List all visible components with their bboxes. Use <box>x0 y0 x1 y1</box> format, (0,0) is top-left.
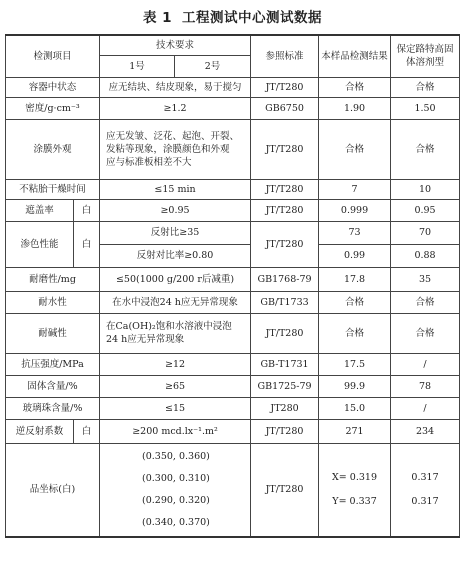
result-cell: 0.999 <box>319 199 391 221</box>
standard-cell: JT/T280 <box>251 419 319 443</box>
reference-cell: 合格 <box>391 77 460 97</box>
result-x: X= 0.319 <box>332 471 377 483</box>
table-row <box>6 291 460 313</box>
table-number: 表 1 <box>142 10 173 26</box>
standard-cell: JT/T280 <box>251 443 319 537</box>
reference-cell: 70 <box>391 221 460 244</box>
header-tech-req: 技术要求 <box>100 35 251 55</box>
table-row <box>6 179 460 199</box>
subitem-cell: 白 <box>74 419 100 443</box>
result-cell: 合格 <box>319 119 391 179</box>
result-cell: 73 <box>319 221 391 244</box>
reference-cell: 78 <box>391 375 460 397</box>
standard-cell: JT/T280 <box>251 119 319 179</box>
reference-x: 0.317 <box>411 471 439 483</box>
standard-cell: GB1725-79 <box>251 375 319 397</box>
requirement-line: 应与标准板相差不大 <box>106 156 192 168</box>
table-row <box>6 267 460 291</box>
item-cell: 品坐标(白) <box>6 443 100 537</box>
table-title: 工程测试中心测试数据 <box>182 10 323 26</box>
requirement-line: 应无发皱、泛花、起泡、开裂、 <box>106 130 240 142</box>
header-row <box>6 35 460 55</box>
requirement-line: 24 h应无异常现象 <box>106 334 185 345</box>
header-no2: 2号 <box>175 55 251 77</box>
requirement-cell: ≥200 mcd.lx⁻¹.m² <box>100 419 251 443</box>
table-row <box>6 221 460 244</box>
requirement-cell: 应无结块、结皮现象，易于搅匀 <box>100 77 251 97</box>
standard-cell: JT/T280 <box>251 179 319 199</box>
table-row <box>6 375 460 397</box>
requirement-cell: 反射比≥35 <box>100 221 251 244</box>
reference-cell: 合格 <box>391 291 460 313</box>
requirement-cell: ≤50(1000 g/200 r后减重) <box>100 267 251 291</box>
reference-cell: 1.50 <box>391 97 460 119</box>
coordinate-cell <box>100 443 251 537</box>
result-cell: 15.0 <box>319 397 391 419</box>
coordinate-point: (0.350, 0.360) <box>142 450 210 462</box>
table-row <box>6 419 460 443</box>
subitem-cell: 白 <box>74 199 100 221</box>
table-row <box>6 443 460 537</box>
result-cell: 99.9 <box>319 375 391 397</box>
item-cell: 密度/g·cm⁻³ <box>6 97 100 119</box>
requirement-cell: ≥65 <box>100 375 251 397</box>
table-row <box>6 397 460 419</box>
coordinate-point: (0.340, 0.370) <box>142 516 210 528</box>
result-cell: 0.99 <box>319 244 391 267</box>
header-item: 检测项目 <box>6 35 100 77</box>
result-cell: 合格 <box>319 291 391 313</box>
standard-cell: JT/T280 <box>251 199 319 221</box>
item-cell: 耐水性 <box>6 291 100 313</box>
reference-cell: 35 <box>391 267 460 291</box>
table-row <box>6 199 460 221</box>
reference-cell: 10 <box>391 179 460 199</box>
test-data-table <box>5 34 460 538</box>
table-row <box>6 77 460 97</box>
table-caption <box>0 8 465 28</box>
header-result-sample: 本样品检测结果 <box>319 35 391 77</box>
result-cell <box>319 443 391 537</box>
subitem-cell: 白 <box>74 221 100 267</box>
item-cell: 抗压强度/MPa <box>6 353 100 375</box>
item-cell: 耐磨性/mg <box>6 267 100 291</box>
header-standard: 参照标准 <box>251 35 319 77</box>
reference-cell: / <box>391 397 460 419</box>
result-y: Y= 0.337 <box>332 495 377 507</box>
standard-cell: GB/T1733 <box>251 291 319 313</box>
requirement-cell <box>100 119 251 179</box>
table-row <box>6 353 460 375</box>
reference-cell <box>391 443 460 537</box>
reference-cell: 0.95 <box>391 199 460 221</box>
requirement-cell: ≤15 min <box>100 179 251 199</box>
result-cell: 1.90 <box>319 97 391 119</box>
item-cell: 固体含量/% <box>6 375 100 397</box>
standard-cell: GB1768-79 <box>251 267 319 291</box>
reference-cell: 合格 <box>391 313 460 353</box>
result-cell: 271 <box>319 419 391 443</box>
result-cell: 17.5 <box>319 353 391 375</box>
requirement-cell: ≥12 <box>100 353 251 375</box>
result-cell: 17.8 <box>319 267 391 291</box>
result-cell: 7 <box>319 179 391 199</box>
requirement-cell: ≤15 <box>100 397 251 419</box>
header-result-reference: 保定路特高固体溶剂型 <box>391 35 460 77</box>
requirement-cell: 反射对比率≥0.80 <box>100 244 251 267</box>
item-cell: 遮盖率 <box>6 199 74 221</box>
reference-cell: 合格 <box>391 119 460 179</box>
reference-cell: 234 <box>391 419 460 443</box>
standard-cell: GB-T1731 <box>251 353 319 375</box>
standard-cell: JT/T280 <box>251 77 319 97</box>
table-row <box>6 313 460 353</box>
standard-cell: GB6750 <box>251 97 319 119</box>
standard-cell: JT/T280 <box>251 221 319 267</box>
requirement-line: 发粘等现象，涂膜颜色和外观 <box>106 143 230 155</box>
requirement-cell <box>100 313 251 353</box>
reference-y: 0.317 <box>411 495 439 507</box>
result-cell: 合格 <box>319 77 391 97</box>
requirement-cell: 在水中浸泡24 h应无异常现象 <box>100 291 251 313</box>
requirement-line: 在Ca(OH)₂饱和水溶液中浸泡 <box>106 321 232 332</box>
item-cell: 玻璃珠含量/% <box>6 397 100 419</box>
standard-cell: JT/T280 <box>251 313 319 353</box>
reference-cell: 0.88 <box>391 244 460 267</box>
item-cell: 渗色性能 <box>6 221 74 267</box>
table-row <box>6 119 460 179</box>
table-row <box>6 97 460 119</box>
item-cell: 不粘胎干燥时间 <box>6 179 100 199</box>
coordinate-point: (0.300, 0.310) <box>142 472 210 484</box>
reference-cell: / <box>391 353 460 375</box>
standard-cell: JT280 <box>251 397 319 419</box>
item-cell: 逆反射系数 <box>6 419 74 443</box>
header-no1: 1号 <box>100 55 175 77</box>
result-cell: 合格 <box>319 313 391 353</box>
item-cell: 耐碱性 <box>6 313 100 353</box>
item-cell: 涂膜外观 <box>6 119 100 179</box>
item-cell: 容器中状态 <box>6 77 100 97</box>
coordinate-point: (0.290, 0.320) <box>142 494 210 506</box>
requirement-cell: ≥1.2 <box>100 97 251 119</box>
requirement-cell: ≥0.95 <box>100 199 251 221</box>
